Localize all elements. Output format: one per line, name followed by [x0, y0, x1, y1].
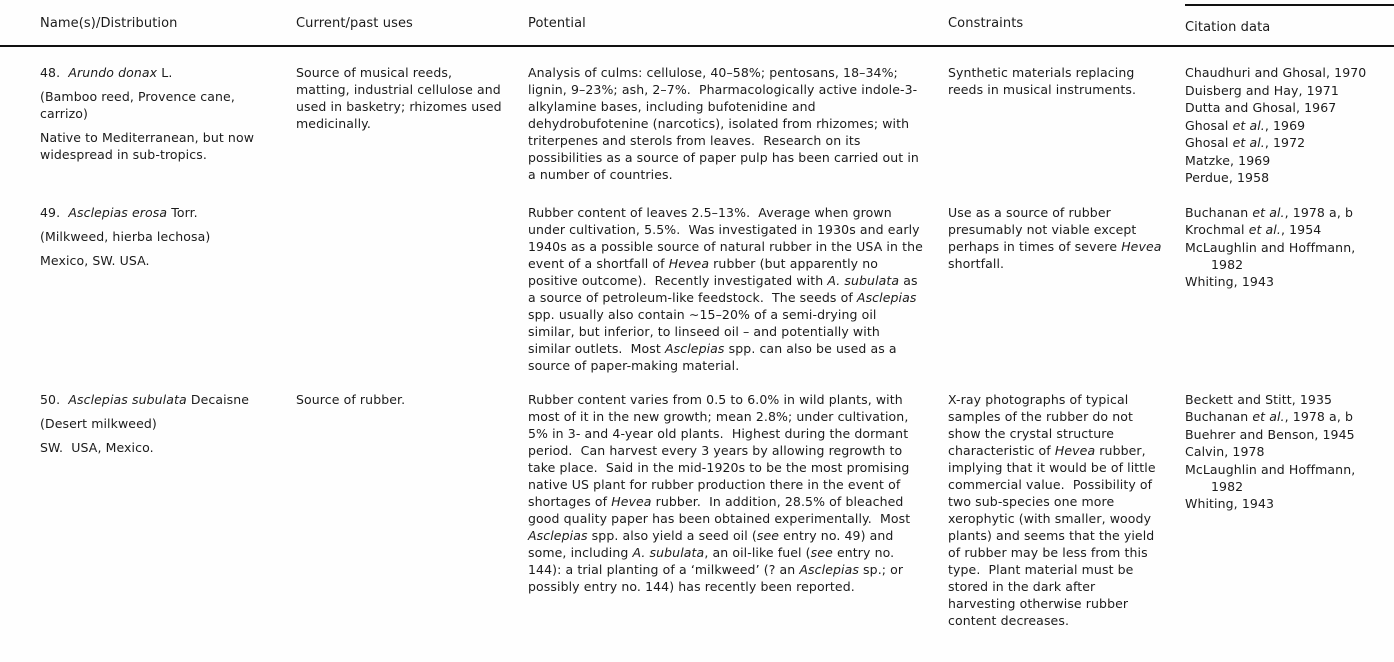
- name-distribution-cell: 50. Asclepias subulata Decaisne (Desert milkweed) SW. USA, Mexico.: [40, 391, 250, 455]
- table-row-entry-48: [0, 64, 1394, 187]
- current-past-uses-cell: [296, 204, 528, 374]
- table-row-entry-50: [0, 391, 1394, 629]
- citation-data-cell: Buchanan et al., 1978 a, b Krochmal et al., 1954 McLaughlin and Hoffmann, 1982 Whiting, 1943: [1185, 204, 1356, 289]
- header-current-past-uses: Current/past uses: [296, 16, 413, 31]
- name-distribution-cell: 49. Asclepias erosa Torr. (Milkweed, hierba lechosa) Mexico, SW. USA.: [40, 204, 211, 268]
- header-citation-data: Citation data: [1185, 4, 1394, 45]
- citation-data-cell: Beckett and Stitt, 1935 Buchanan et al., 1978 a, b Buehrer and Benson, 1945 Calvin, 1978 McLaughlin and Hoffmann, 1982 Whiting, 1943: [1185, 391, 1356, 511]
- table-header-row: [0, 0, 1394, 47]
- potential-cell: Rubber content of leaves 2.5–13%. Average when grown under cultivation, 5.5%. Was investigated in 1930s and early 1940s as a possible source of natural rubber in the USA in the event of a shortfall of Hevea rubber (but apparently no positive outcome). Recently investigated with A. subulata as a source of petroleum-like feedstock. The seeds of Asclepias spp. usually also contain ∼15–20% of a semi-drying oil similar, but inferior, to linseed oil – and potentially with similar outlets. Most Asclepias spp. can also be used as a source of paper-making material.: [528, 204, 927, 373]
- header-constraints: Constraints: [948, 16, 1024, 31]
- table-row-entry-49: [0, 204, 1394, 374]
- constraints-cell: Synthetic materials replacing reeds in musical instruments.: [948, 65, 1139, 97]
- current-past-uses-cell: Source of musical reeds, matting, industrial cellulose and used in basketry; rhizomes used medicinally.: [296, 65, 506, 131]
- constraints-cell: Use as a source of rubber presumably not viable except perhaps in times of severe Hevea shortfall.: [948, 204, 1166, 271]
- current-past-uses-cell: Source of rubber.: [296, 391, 406, 407]
- citation-data-cell: Chaudhuri and Ghosal, 1970 Duisberg and Hay, 1971 Dutta and Ghosal, 1967 Ghosal et al., 1969 Ghosal et al., 1972 Matzke, 1969 Perdue, 1958: [1185, 65, 1367, 185]
- name-distribution-cell: 48. Arundo donax L. (Bamboo reed, Provence cane, carrizo) Native to Mediterranean, but now widespread in sub-tropics.: [40, 65, 259, 162]
- potential-cell: Analysis of culms: cellulose, 40–58%; pentosans, 18–34%; lignin, 9–23%; ash, 2–7%. Pharmacologically active indole-3-alkylamine bases, including bufotenidine and dehydrobufotenine (narcotics), isolated from rhizomes; with triterpenes and sterols from leaves. Research on its possibilities as a source of paper pulp has been carried out in a number of countries.: [528, 65, 923, 182]
- header-name-distribution: Name(s)/Distribution: [40, 16, 178, 31]
- constraints-cell: X-ray photographs of typical samples of the rubber do not show the crystal structure characteristic of Hevea rubber, implying that it would be of little commercial value. Possibility of two sub-species one more xerophytic (with smaller, woody plants) and seems that the yield of rubber may be less from this type. Plant material must be stored in the dark after harvesting otherwise rubber content decreases.: [948, 391, 1160, 628]
- header-potential: Potential: [528, 16, 586, 31]
- potential-cell: Rubber content varies from 0.5 to 6.0% in wild plants, with most of it in the new growth; mean 2.8%; under cultivation, 5% in 3- and 4-year old plants. Highest during the dormant period. Can harvest every 3 years by allowing regrowth to take place. Said in the mid-1920s to be the most promising native US plant for rubber production there in the event of shortages of Hevea rubber. In addition, 28.5% of bleached good quality paper has been obtained experimentally. Most Asclepias spp. also yield a seed oil (see entry no. 49) and some, including A. subulata, an oil-like fuel (see entry no. 144): a trial planting of a ‘milkweed’ (? an Asclepias sp.; or possibly entry no. 144) has recently been reported.: [528, 391, 915, 594]
